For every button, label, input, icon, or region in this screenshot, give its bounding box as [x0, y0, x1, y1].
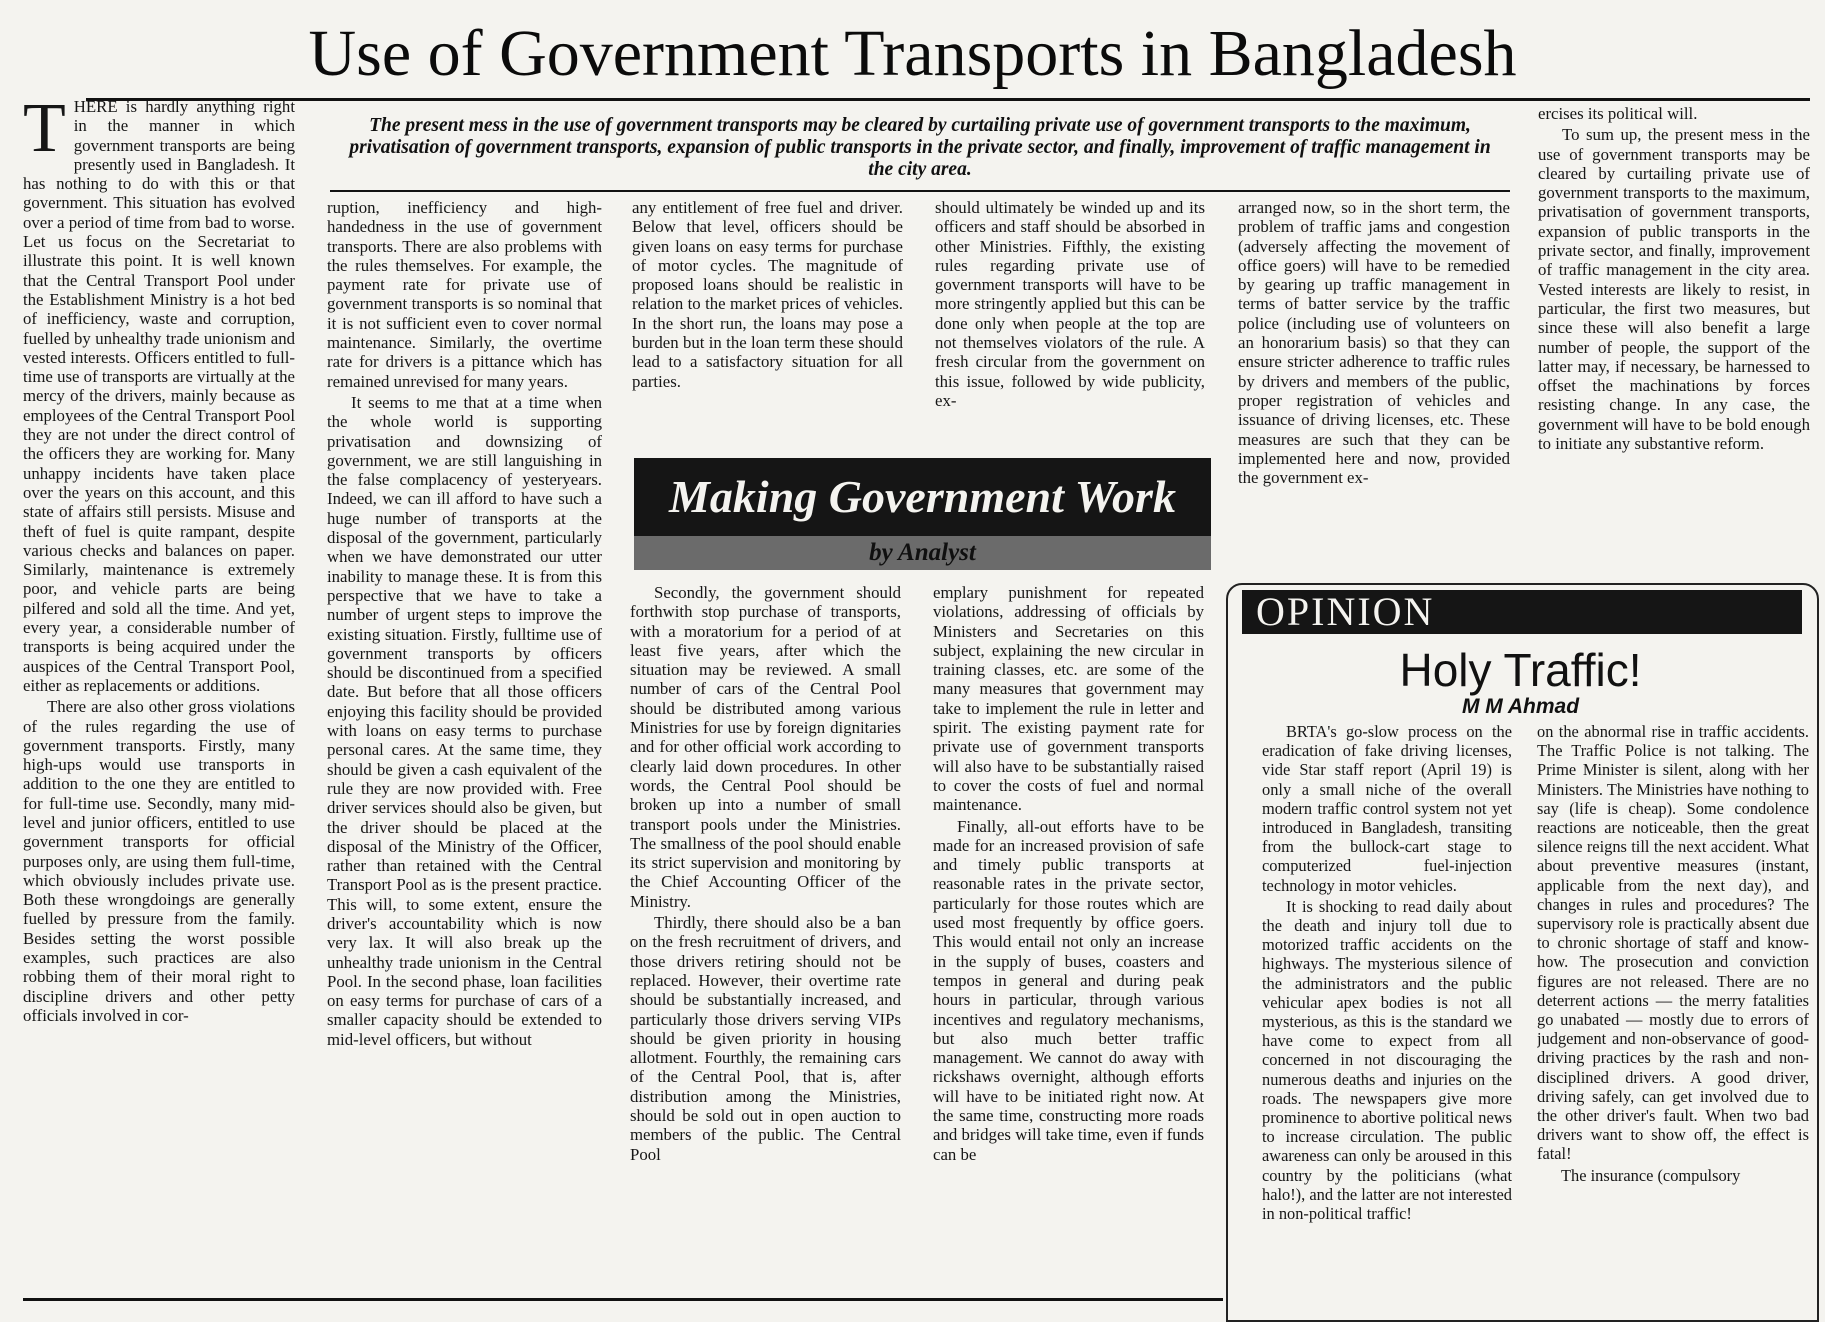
- col2-paragraph-1: ruption, inefficiency and high-handedness in the use of government transports. There are also problems with the rules themselves. For example, the payment rate for private use of government transports is so nominal that it is not sufficient even to cover normal maintenance. Similarly, the overtime rate for drivers is a pittance which has remained unrevised for many years.: [327, 198, 602, 391]
- article-column-5: [1238, 198, 1510, 568]
- col3-bottom-paragraph-1: Secondly, the government should forthwith stop purchase of transports, with a moratorium for a period of at least five years, after which the situation may be reviewed. A small number of cars of the Central Pool should be distributed among various Ministries for use by foreign dignitaries and for other official work according to clearly laid down procedures. In other words, the Central Pool should be broken up into a number of small transport pools under the Ministries. The smallness of the pool should enable its strict supervision and monitoring by the Chief Accounting Officer of the Ministry.: [630, 583, 901, 911]
- opinion-col1-paragraph-2: It is shocking to read daily about the death and injury toll due to motorized traffic accidents on the highways. The mysterious silence of the administrators and the public vehicular apex bodies is not all mysterious, as this is the standard we have come to expect from all concerned in not discouraging the numerous deaths and injuries on the roads. The newspapers give more prominence to abortive political news to increase circulation. The public awareness can only be aroused in this country by the politicians (what halo!), and the latter are not interested in non-political traffic!: [1262, 896, 1512, 1224]
- article-column-3-bottom: [630, 583, 901, 1293]
- header-rule: [86, 98, 1810, 101]
- col6-paragraph-2: To sum up, the present mess in the use of government transports may be cleared by curtailing private use of government transports to the maximum, privatisation of government transports, expansion of public transports in the private sector, and finally, improvement of traffic management in the city area. Vested interests are likely to resist, in particular, the first two measures, but since these will also benefit a large number of people, the support of the latter may, if necessary, be harnessed to offset the machinations by forces resisting change. In any case, the government will have to be bold enough to initiate any substantive reform.: [1538, 125, 1810, 454]
- article-column-2: [327, 198, 602, 1293]
- opinion-title: Holy Traffic!: [1399, 644, 1642, 696]
- opinion-author: M M Ahmad: [1461, 695, 1580, 718]
- deck-rule: [330, 190, 1510, 192]
- headline: Use of Government Transports in Bangladesh: [308, 17, 1517, 90]
- opinion-column-2: [1537, 722, 1809, 1312]
- col4-bottom-paragraph-1: emplary punishment for repeated violations, addressing of officials by Ministers and Secretaries on this subject, explaining the new circular in training classes, etc. are some of the many measures that government may take to implement the rule in letter and spirit. The existing payment rate for private use of government transports will also have to be substantially raised to cover the costs of fuel and normal maintenance.: [933, 583, 1204, 815]
- opinion-column-1: [1262, 722, 1512, 1312]
- article-column-6: [1538, 104, 1810, 574]
- article-deck: The present mess in the use of government transports may be cleared by curtailing private use of government transports to the maximum, privatisation of government transports, expansion of public transports in the private sector, and finally, improvement of traffic management in the city area.: [349, 115, 1491, 180]
- col3-bottom-paragraph-2: Thirdly, there should also be a ban on the fresh recruitment of drivers, and those drivers retiring should not be replaced. However, their overtime rate should be substantially increased, and particularly those drivers serving VIPs should be given priority in housing allotment. Fourthly, the remaining cars of the Central Pool, that is, after distribution among the Ministries, should be sold out in open auction to members of the public. The Central Pool: [630, 913, 901, 1164]
- opinion-col2-paragraph-2: The insurance (compulsory: [1561, 1165, 1741, 1185]
- opinion-col1-paragraph-1: BRTA's go-slow process on the eradication of fake driving licenses, vide Star staff report (April 19) is only a small niche of the overall modern traffic control system not yet introduced in Bangladesh, transiting from the bullock-cart stage to computerized fuel-injection technology in motor vehicles.: [1262, 722, 1512, 895]
- col1-paragraph-2: There are also other gross violations of the rules regarding the use of government transports. Firstly, many high-ups would use transports in addition to the one they are entitled to for full-time use. Secondly, many mid-level and junior officers, entitled to use government transports for official purposes only, are using them full-time, which obviously includes private use. Both these wrongdoings are generally fuelled by pressure from the family. Besides setting the worst possible examples, such practices are also robbing them of their moral right to discipline drivers and other petty officials involved in cor-: [23, 697, 295, 1025]
- article-column-4-bottom: [933, 583, 1204, 1293]
- column-banner-byline: by Analyst: [634, 536, 1211, 570]
- col1-paragraph-1: HERE is hardly anything right in the manner in which government transports are being presently used in Bangladesh. It has nothing to do with this or that government. This situation has evolved over a period of time from bad to worse. Let us focus on the Secretariat to illustrate this point. It is well known that the Central Transport Pool under the Establishment Ministry is a hot bed of inefficiency, waste and corruption, fuelled by unhealthy trade unionism and vested interests. Officers entitled to full-time use of transports are virtually at the mercy of the drivers, mainly because as employees of the Central Transport Pool they are not under the direct control of the officers they are working for. Many unhappy incidents have taken place over the years on this account, and this state of affairs still persists. Misuse and theft of fuel is quite rampant, despite various checks and balances on paper. Similarly, maintenance is extremely poor, and vehicle parts are being pilfered and sold all the time. And yet, every year, a considerable number of transports is being acquired under the auspices of the Central Transport Pool, either as replacements or additions.: [23, 97, 295, 695]
- drop-cap: T: [23, 97, 66, 167]
- col3-top-text: any entitlement of free fuel and driver. Below that level, officers should be given loans on easy terms for purchase of motor cycles. The magnitude of proposed loans should be realistic in relation to the market prices of vehicles. In the short run, the loans may pose a burden but in the loan term these should lead to a satisfactory situation for all parties.: [632, 198, 903, 391]
- column-banner-title: Making Government Work: [634, 458, 1211, 536]
- col6-paragraph-1: ercises its political will.: [1538, 104, 1698, 123]
- footer-rule: [23, 1298, 1223, 1301]
- col4-bottom-paragraph-2: Finally, all-out efforts have to be made for an increased provision of safe and timely public transports at reasonable rates in the private sector, particularly for those routes which are used most frequently by office goers. This would entail not only an increase in the supply of buses, coasters and tempos in general and during peak hours in particular, through various incentives and regulatory mechanisms, but also much better traffic management. We cannot do away with rickshaws overnight, although efforts will have to be initiated right now. At the same time, constructing more roads and bridges will take time, even if funds can be: [933, 816, 1204, 1164]
- col4-top-text: should ultimately be winded up and its officers and staff should be absorbed in other Ministries. Fifthly, the existing rules regarding private use of government transports will have to be more stringently applied but this can be done only when people at the top are not themselves violators of the rule. A fresh circular from the government on this issue, followed by wide publicity, ex-: [935, 198, 1205, 410]
- col5-text: arranged now, so in the short term, the problem of traffic jams and congestion (adversely affecting the movement of office goers) will have to be remedied by gearing up traffic management in terms of batter service by the traffic police (including use of volunteers on an honorarium basis) so that they can ensure stricter adherence to traffic rules by drivers and members of the public, proper registration of vehicles and issuance of driving licenses, etc. These measures are such that they can be implemented here and now, provided the government ex-: [1238, 198, 1510, 488]
- opinion-col2-paragraph-1: on the abnormal rise in traffic accidents. The Traffic Police is not talking. The Prime Minister is silent, along with her Ministers. The Ministries have nothing to say (life is cheap). Some condolence reactions are noticeable, then the great silence reigns till the next accident. What about preventive measures (instant, applicable from the next day), and changes in rules and procedures? The supervisory role is practically absent due to chronic shortage of staff and know-how. The prosecution and conviction figures are not released. There are no deterrent actions — the merry fatalities go unabated — mostly due to errors of judgement and non-observance of good-driving practices by the rash and non-disciplined drivers. A good driver, driving safely, can get involved due to the other driver's fault. When two bad drivers want to show off, the effect is fatal!: [1537, 722, 1809, 1164]
- article-column-1: [23, 97, 295, 1293]
- article-column-3-top: [632, 198, 903, 448]
- opinion-label: OPINION: [1242, 590, 1802, 634]
- col2-paragraph-2: It seems to me that at a time when the whole world is supporting privatisation and downsizing of government, we are still languishing in the false complacency of yesteryears. Indeed, we can ill afford to have such a huge number of transports at the disposal of the government, particularly when we have demonstrated our utter inability to manage these. It is from this perspective that we have to take a number of urgent steps to improve the existing situation. Firstly, fulltime use of government transports by officers should be discontinued from a specified date. But before that all those officers enjoying this facility should be provided with loans on easy terms to purchase personal cares. At the same time, they should be given a cash equivalent of the rule they are now provided with. Free driver services should also be given, but the driver should be placed at the disposal of the Ministry of the Officer, rather than retained with the Central Transport Pool as is the present practice. This will, to some extent, ensure the driver's accountability which is now very lax. It will also break up the unhealthy trade unionism in the Central Pool. In the second phase, loan facilities on easy terms for purchase of cars of a smaller capacity should be extended to mid-level officers, but without: [327, 392, 602, 1049]
- article-column-4-top: [935, 198, 1205, 448]
